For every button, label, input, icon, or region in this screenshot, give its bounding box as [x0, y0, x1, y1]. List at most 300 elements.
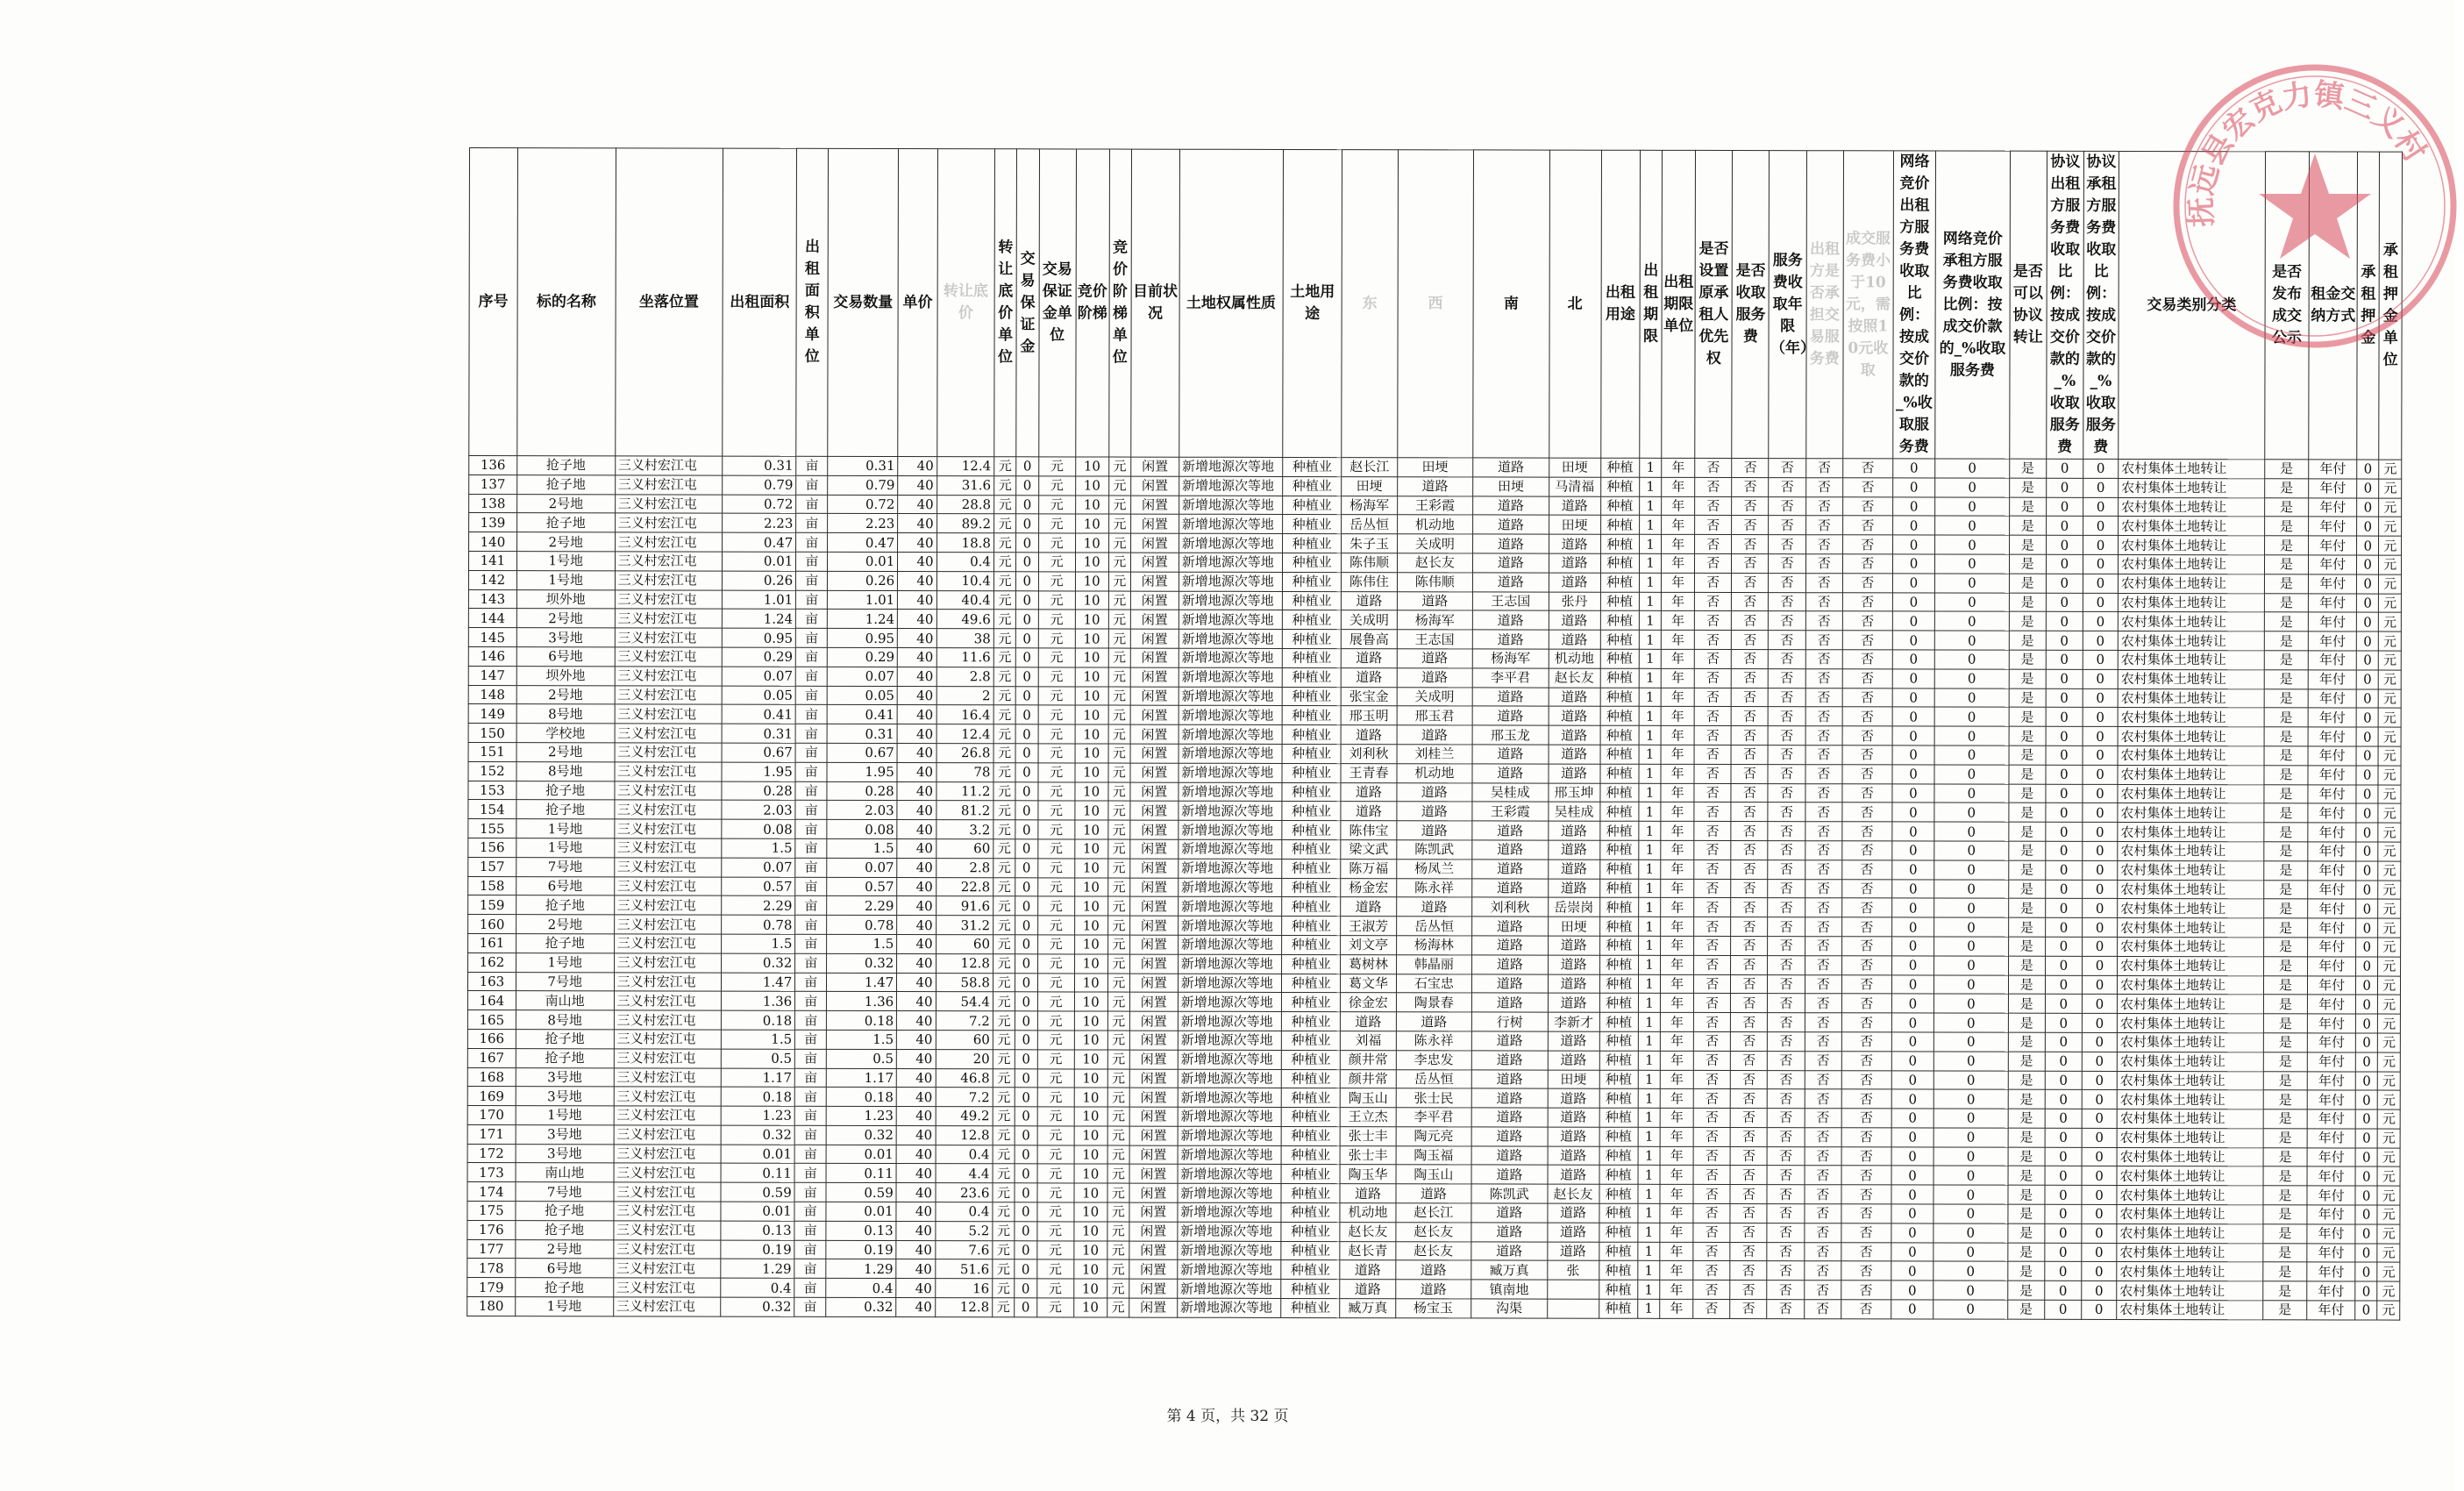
- table-cell: 38: [936, 629, 993, 648]
- table-cell: 元: [2377, 1205, 2400, 1224]
- table-cell: 40: [896, 1164, 935, 1183]
- table-cell: 道路: [1473, 573, 1549, 592]
- column-header: 序号: [469, 148, 518, 456]
- table-cell: 0: [2082, 1300, 2117, 1319]
- table-cell: 否: [1769, 650, 1805, 669]
- table-cell: 颜井常: [1341, 1050, 1396, 1069]
- table-cell: 否: [1805, 1166, 1841, 1185]
- table-cell: 种植: [1600, 764, 1639, 783]
- table-cell: 新增地源次等地: [1178, 1031, 1281, 1050]
- table-cell: 否: [1841, 1089, 1891, 1109]
- table-cell: 0: [2083, 574, 2118, 593]
- table-cell: 新增地源次等地: [1179, 744, 1282, 763]
- table-cell: 1: [1639, 840, 1661, 860]
- table-cell: 吴桂成: [1548, 802, 1599, 821]
- table-cell: 1.29: [826, 1259, 896, 1279]
- table-cell: 农村集体土地转让: [2118, 860, 2264, 880]
- table-cell: 1: [1639, 668, 1661, 688]
- table-cell: 亩: [795, 953, 827, 973]
- table-cell: 0: [1935, 631, 2009, 650]
- table-cell: 否: [1842, 707, 1892, 726]
- table-cell: 农村集体土地转让: [2117, 1052, 2263, 1071]
- table-cell: 道路: [1472, 955, 1549, 974]
- table-cell: 否: [1730, 1300, 1767, 1319]
- table-cell: 0: [1891, 1261, 1934, 1281]
- table-cell: 是: [2264, 631, 2309, 651]
- table-cell: 年: [1661, 803, 1694, 822]
- table-cell: 否: [1731, 898, 1768, 917]
- table-cell: 162: [468, 952, 516, 972]
- table-cell: 元: [2378, 976, 2401, 995]
- table-cell: 40: [896, 1107, 935, 1126]
- table-cell: 否: [1730, 1204, 1767, 1223]
- table-cell: 道路: [1471, 1165, 1548, 1184]
- table-cell: 道路: [1472, 821, 1549, 840]
- table-cell: 新增地源次等地: [1178, 1011, 1281, 1031]
- table-cell: 年付: [2308, 670, 2356, 689]
- table-cell: 新增地源次等地: [1178, 1202, 1281, 1222]
- table-cell: 否: [1768, 783, 1805, 803]
- table-cell: 新增地源次等地: [1178, 1279, 1281, 1298]
- table-cell: 是: [2263, 1090, 2308, 1109]
- table-cell: 否: [1769, 516, 1805, 535]
- table-cell: 否: [1694, 936, 1731, 955]
- table-cell: 是: [2009, 497, 2046, 517]
- table-cell: 1.23: [721, 1106, 794, 1125]
- table-cell: 年付: [2308, 995, 2356, 1014]
- table-cell: 1: [1639, 764, 1661, 783]
- table-cell: 闲置: [1130, 591, 1179, 610]
- table-cell: 0: [1934, 841, 2008, 860]
- table-cell: 新增地源次等地: [1178, 916, 1281, 935]
- table-cell: 0: [1016, 572, 1038, 591]
- table-cell: 年: [1661, 879, 1694, 898]
- table-cell: 153: [468, 781, 516, 800]
- table-cell: 1号地: [516, 552, 615, 571]
- table-cell: 0: [1935, 554, 2009, 574]
- table-cell: 40: [896, 1240, 935, 1259]
- table-cell: 否: [1841, 1242, 1891, 1261]
- table-cell: 51.6: [935, 1259, 992, 1279]
- table-cell: 1号地: [516, 570, 615, 589]
- table-cell: 否: [1805, 803, 1842, 822]
- table-cell: 亩: [795, 781, 827, 801]
- table-cell: 1: [1640, 458, 1662, 477]
- table-cell: 否: [1695, 573, 1732, 592]
- table-cell: 王志国: [1472, 591, 1549, 610]
- table-cell: 0: [1891, 898, 1934, 917]
- table-cell: 146: [468, 646, 516, 666]
- table-cell: 亩: [794, 1088, 826, 1107]
- table-cell: 种植: [1599, 1184, 1638, 1203]
- table-cell: 0: [2356, 708, 2378, 727]
- table-cell: 0: [1015, 1145, 1036, 1164]
- table-cell: 0: [1934, 898, 2008, 917]
- table-cell: 道路: [1397, 477, 1473, 496]
- table-cell: 道路: [1549, 610, 1600, 630]
- table-cell: 新增地源次等地: [1178, 993, 1281, 1012]
- table-cell: 0.32: [721, 1125, 794, 1145]
- table-cell: 否: [1693, 1299, 1730, 1318]
- table-cell: 0.59: [826, 1183, 896, 1202]
- table-cell: 元: [2378, 957, 2401, 976]
- table-cell: 否: [1768, 1070, 1805, 1089]
- table-cell: 是: [2008, 1052, 2045, 1071]
- table-cell: 亩: [795, 724, 827, 743]
- table-cell: 0: [1934, 1052, 2008, 1071]
- table-cell: 否: [1768, 1032, 1805, 1052]
- column-header: 标的名称: [517, 148, 616, 456]
- table-cell: 亩: [794, 1221, 826, 1240]
- table-cell: 抢子地: [516, 1048, 614, 1067]
- table-cell: 元: [1038, 572, 1075, 591]
- table-cell: 新增地源次等地: [1178, 1241, 1281, 1260]
- table-cell: 元: [1037, 954, 1074, 974]
- table-cell: 0.18: [721, 1010, 794, 1030]
- table-cell: 10: [1074, 1183, 1107, 1202]
- table-cell: 农村集体土地转让: [2118, 631, 2264, 651]
- table-cell: 10: [1075, 496, 1108, 515]
- table-cell: 三义村宏江屯: [615, 475, 722, 495]
- table-cell: 种植: [1600, 688, 1639, 707]
- table-cell: 0: [1934, 1071, 2008, 1090]
- table-cell: 0: [2046, 688, 2083, 708]
- table-cell: 是: [2262, 1281, 2307, 1301]
- table-cell: 元: [1038, 514, 1075, 533]
- table-cell: 道路: [1395, 1260, 1471, 1280]
- table-cell: 年: [1661, 745, 1694, 764]
- table-cell: 否: [1805, 746, 1842, 765]
- table-cell: 三义村宏江屯: [615, 532, 722, 552]
- table-cell: 是: [2264, 708, 2309, 727]
- table-cell: 否: [1769, 535, 1805, 554]
- table-cell: 3号地: [516, 1067, 614, 1087]
- table-cell: 新增地源次等地: [1179, 572, 1282, 591]
- table-cell: 元: [1038, 553, 1075, 572]
- table-cell: 1号地: [516, 819, 615, 838]
- table-cell: 否: [1841, 1204, 1891, 1223]
- table-cell: 元: [1037, 1164, 1074, 1183]
- table-cell: 元: [2377, 1167, 2400, 1187]
- table-cell: 闲置: [1129, 974, 1178, 993]
- table-cell: 道路: [1547, 1203, 1599, 1223]
- table-cell: 刘利秋: [1341, 745, 1396, 764]
- table-cell: 农村集体土地转让: [2118, 593, 2264, 612]
- table-cell: 0: [1935, 497, 2009, 517]
- table-cell: 否: [1731, 764, 1768, 783]
- table-cell: 否: [1805, 516, 1842, 535]
- table-cell: 0.41: [827, 705, 897, 724]
- table-cell: 种植: [1599, 1070, 1638, 1089]
- table-cell: 0: [1015, 1107, 1036, 1126]
- table-cell: 180: [467, 1297, 516, 1316]
- table-cell: 农村集体土地转让: [2118, 765, 2264, 784]
- table-cell: 0.32: [827, 953, 897, 973]
- table-cell: 亩: [795, 705, 827, 724]
- column-header: 承租押金单位: [2379, 152, 2402, 460]
- table-cell: 40: [896, 1298, 935, 1317]
- table-cell: 是: [2263, 823, 2308, 842]
- table-cell: 6号地: [516, 876, 615, 895]
- table-cell: 3号地: [516, 1125, 614, 1145]
- table-cell: 三义村宏江屯: [614, 915, 721, 934]
- column-header: 是否设置原承租人优先权: [1695, 150, 1733, 458]
- table-cell: 10: [1075, 763, 1108, 782]
- table-cell: 元: [993, 1298, 1015, 1317]
- table-cell: 元: [2379, 670, 2402, 689]
- table-cell: 是: [2263, 975, 2308, 995]
- table-cell: 138: [469, 494, 517, 513]
- table-cell: 种植: [1599, 1108, 1638, 1127]
- table-cell: 0: [1934, 1013, 2008, 1032]
- table-cell: 农村集体土地转让: [2119, 536, 2265, 555]
- table-cell: 否: [1768, 937, 1805, 956]
- table-cell: 10: [1074, 1241, 1107, 1260]
- table-cell: 元: [1108, 724, 1130, 744]
- table-cell: 元: [1036, 1222, 1073, 1241]
- table-cell: 年付: [2308, 708, 2356, 727]
- table-cell: 年付: [2307, 1205, 2355, 1224]
- table-cell: 元: [993, 1240, 1015, 1259]
- table-cell: 否: [1768, 917, 1805, 937]
- table-cell: 否: [1732, 592, 1769, 611]
- table-cell: 种植: [1599, 936, 1638, 955]
- table-cell: 道路: [1342, 667, 1397, 687]
- table-cell: 闲置: [1130, 839, 1179, 859]
- table-cell: 李平君: [1396, 1108, 1472, 1127]
- table-cell: 陈永祥: [1396, 1031, 1472, 1051]
- table-cell: 农村集体土地转让: [2118, 803, 2264, 823]
- table-cell: 否: [1768, 1146, 1805, 1166]
- table-cell: 否: [1805, 898, 1841, 917]
- table-cell: 农村集体土地转让: [2119, 554, 2265, 574]
- table-cell: 是: [2263, 1033, 2308, 1052]
- table-cell: 0: [1935, 650, 2009, 669]
- table-cell: 0: [2046, 765, 2083, 784]
- table-cell: 否: [1731, 1013, 1768, 1032]
- table-cell: 展鲁高: [1342, 630, 1397, 649]
- table-cell: 0.31: [827, 724, 897, 744]
- table-cell: 种植业: [1281, 1241, 1341, 1260]
- table-cell: 否: [1731, 840, 1768, 860]
- table-cell: 160: [468, 915, 516, 934]
- table-cell: 否: [1693, 1051, 1730, 1070]
- table-cell: 145: [468, 628, 516, 647]
- table-cell: 40: [898, 590, 936, 610]
- table-cell: 否: [1730, 1166, 1767, 1185]
- table-cell: 10: [1075, 687, 1108, 706]
- table-cell: 1.5: [827, 838, 897, 858]
- table-cell: 否: [1768, 1127, 1805, 1146]
- table-cell: 闲置: [1129, 1183, 1178, 1202]
- table-cell: 元: [1107, 1222, 1129, 1241]
- table-cell: 10: [1074, 1011, 1107, 1031]
- table-cell: 道路: [1340, 1260, 1395, 1280]
- table-cell: 抢子地: [516, 895, 614, 915]
- table-cell: 0.67: [722, 743, 795, 762]
- table-cell: 元: [993, 705, 1015, 724]
- table-cell: 89.2: [936, 514, 993, 533]
- table-cell: 4.4: [936, 1164, 993, 1183]
- table-cell: 种植业: [1282, 515, 1342, 534]
- table-cell: 18.8: [936, 533, 993, 553]
- table-cell: 闲置: [1130, 648, 1179, 667]
- table-cell: 种植: [1600, 783, 1639, 803]
- table-cell: 1: [1638, 1089, 1660, 1109]
- table-cell: 是: [2009, 708, 2046, 727]
- table-cell: 新增地源次等地: [1178, 1183, 1281, 1202]
- table-cell: 陶景春: [1396, 993, 1472, 1012]
- table-cell: 年: [1660, 1108, 1693, 1127]
- table-cell: 0: [1934, 669, 2008, 688]
- table-cell: 是: [2008, 880, 2045, 899]
- table-cell: 40: [898, 571, 936, 590]
- table-cell: 元: [1038, 648, 1075, 667]
- table-cell: 0: [2355, 1090, 2377, 1109]
- table-cell: 亩: [795, 762, 827, 781]
- table-cell: 元: [1108, 763, 1130, 782]
- table-cell: 否: [1730, 1261, 1767, 1281]
- table-cell: [1547, 1299, 1599, 1318]
- table-cell: 元: [1107, 1145, 1129, 1165]
- table-cell: 0: [2356, 881, 2378, 900]
- table-cell: 闲置: [1129, 1241, 1178, 1260]
- table-cell: 元: [1107, 992, 1129, 1011]
- table-cell: 农村集体土地转让: [2118, 727, 2264, 746]
- table-cell: 否: [1805, 707, 1842, 726]
- table-cell: 0.4: [721, 1278, 794, 1297]
- table-cell: 道路: [1547, 1223, 1599, 1242]
- table-cell: 0: [2083, 708, 2118, 727]
- table-cell: 道路: [1472, 878, 1549, 897]
- table-cell: 否: [1805, 631, 1842, 650]
- table-cell: 是: [2264, 803, 2309, 823]
- table-cell: 否: [1694, 668, 1731, 688]
- table-cell: 道路: [1548, 1166, 1599, 1185]
- table-cell: 7号地: [516, 1182, 614, 1202]
- table-cell: 10: [1075, 648, 1108, 667]
- table-cell: 年: [1662, 573, 1695, 592]
- table-cell: 三义村宏江屯: [615, 628, 722, 647]
- table-cell: 是: [2007, 1300, 2044, 1319]
- column-header: 是否收取服务费: [1732, 151, 1770, 459]
- table-cell: 赵长江: [1396, 1203, 1472, 1223]
- table-cell: 年: [1662, 458, 1695, 477]
- table-cell: 10: [1074, 935, 1107, 954]
- table-cell: 否: [1805, 650, 1842, 669]
- table-cell: 40: [897, 724, 936, 744]
- table-cell: 邢玉明: [1341, 706, 1396, 725]
- table-cell: 1: [1639, 821, 1661, 840]
- table-cell: 年付: [2308, 1033, 2356, 1052]
- table-cell: 0: [1933, 1204, 2007, 1223]
- table-cell: 0: [1934, 917, 2008, 937]
- table-cell: 0: [1933, 1128, 2007, 1147]
- table-cell: 否: [1693, 1204, 1730, 1223]
- table-cell: 0: [2046, 746, 2083, 765]
- table-cell: 元: [1038, 705, 1075, 724]
- table-cell: 148: [468, 685, 516, 704]
- table-cell: 亩: [796, 475, 828, 495]
- table-cell: 年: [1661, 649, 1694, 668]
- table-cell: 174: [467, 1182, 516, 1202]
- table-cell: 0: [2356, 689, 2378, 709]
- table-cell: 种植业: [1281, 1184, 1341, 1203]
- table-cell: 亩: [794, 1279, 826, 1298]
- table-cell: 否: [1841, 1300, 1891, 1319]
- table-cell: 是: [2264, 784, 2309, 803]
- table-cell: 0: [2045, 1262, 2082, 1281]
- table-cell: 168: [467, 1067, 516, 1087]
- table-cell: 葛树林: [1341, 954, 1396, 974]
- table-cell: 元: [1038, 763, 1075, 782]
- table-cell: 新增地源次等地: [1179, 839, 1282, 859]
- table-cell: 0: [1934, 707, 2008, 726]
- table-cell: 0: [1934, 726, 2008, 746]
- table-cell: 农村集体土地转让: [2119, 517, 2265, 536]
- table-cell: 王淑芳: [1341, 917, 1396, 936]
- table-cell: 10: [1075, 629, 1108, 648]
- table-cell: 亩: [795, 743, 827, 762]
- table-cell: 年付: [2307, 1281, 2355, 1301]
- table-cell: 0: [1015, 859, 1037, 878]
- table-cell: 0: [1891, 1128, 1934, 1147]
- table-cell: 年: [1661, 898, 1694, 917]
- table-cell: 是: [2008, 899, 2045, 918]
- table-cell: 种植业: [1282, 610, 1342, 630]
- table-cell: 0: [2083, 727, 2118, 746]
- table-cell: 种植业: [1282, 725, 1342, 745]
- table-cell: 是: [2263, 1052, 2308, 1071]
- table-cell: 道路: [1396, 821, 1472, 840]
- table-cell: 元: [994, 514, 1016, 533]
- table-cell: 0: [1934, 860, 2008, 880]
- table-cell: 1: [1638, 1051, 1660, 1070]
- table-cell: 元: [2378, 727, 2401, 746]
- table-cell: 否: [1841, 955, 1891, 974]
- seal-text: 抚远县宏克力镇三义村: [2183, 76, 2433, 228]
- table-cell: 机动地: [1397, 763, 1473, 782]
- table-cell: 2.23: [723, 513, 796, 532]
- table-cell: 三义村宏江屯: [615, 704, 722, 724]
- column-header: 承租押金: [2357, 152, 2380, 460]
- table-cell: 是: [2008, 822, 2045, 841]
- table-cell: 10: [1074, 1068, 1107, 1088]
- table-cell: 140: [469, 532, 517, 552]
- table-cell: 元: [1107, 1298, 1129, 1317]
- table-cell: 农村集体土地转让: [2118, 746, 2264, 765]
- table-cell: 0: [2045, 937, 2082, 956]
- table-cell: 否: [1805, 1051, 1841, 1070]
- table-cell: 年: [1660, 1089, 1693, 1109]
- table-cell: 农村集体土地转让: [2117, 1243, 2263, 1262]
- table-cell: 道路: [1342, 591, 1397, 610]
- table-cell: 0: [2046, 459, 2083, 478]
- table-cell: 元: [1038, 476, 1075, 496]
- table-cell: 三义村宏江屯: [614, 1049, 721, 1068]
- table-cell: 农村集体土地转让: [2118, 669, 2264, 688]
- table-cell: 种植业: [1282, 821, 1342, 840]
- table-cell: 道路: [1549, 573, 1600, 592]
- table-cell: 161: [468, 933, 516, 952]
- table-cell: 石宝忠: [1396, 974, 1472, 993]
- table-cell: 种植: [1599, 974, 1638, 994]
- table-cell: 否: [1768, 994, 1805, 1013]
- table-cell: 行树: [1471, 1012, 1548, 1031]
- table-cell: 否: [1767, 1281, 1804, 1300]
- table-cell: 亩: [795, 1049, 827, 1068]
- table-cell: 否: [1694, 688, 1731, 707]
